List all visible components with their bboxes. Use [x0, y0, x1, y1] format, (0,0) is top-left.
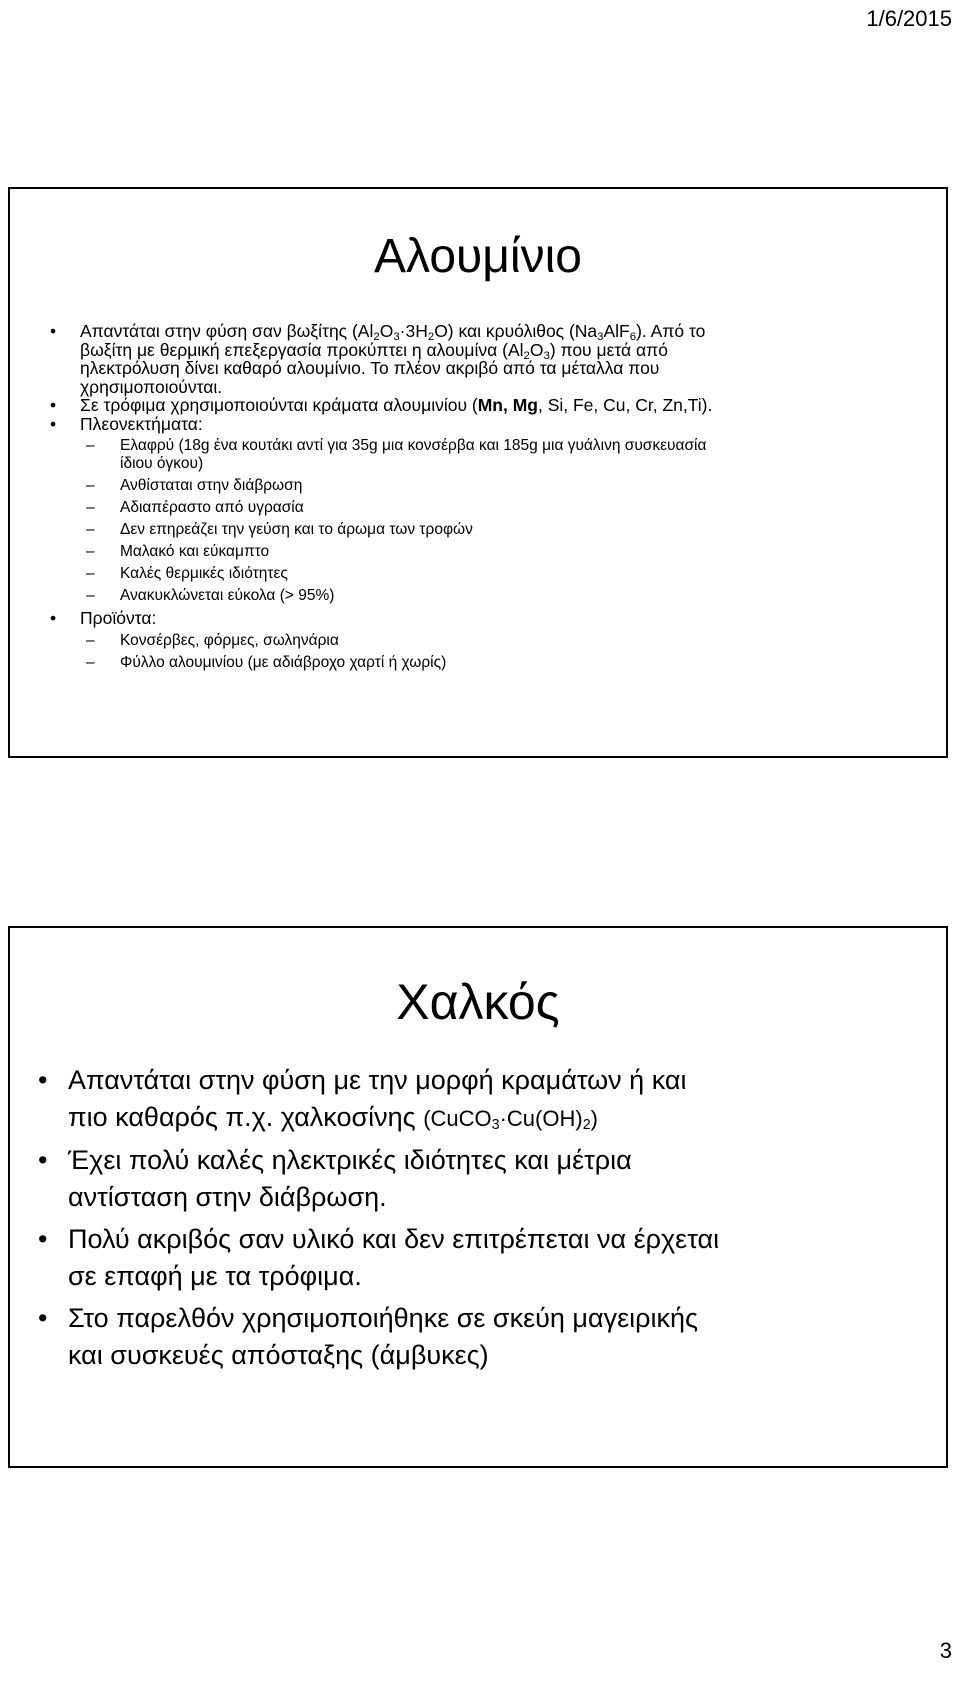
dash-icon: – [86, 653, 95, 671]
sub-list-item: – Ανακυκλώνεται εύκολα (> 95%) [86, 587, 335, 604]
item-text: Στο παρελθόν χρησιμοποιήθηκε σε σκεύη μαγειρικής και συσκευές απόσταξης (άμβυκες) [68, 1303, 699, 1370]
slide-title: Αλουμίνιο [374, 230, 582, 283]
bullet-list [28, 1062, 728, 1379]
bullet-list [44, 322, 729, 676]
dash-icon: – [86, 565, 95, 582]
page-number: 3 [939, 1638, 952, 1663]
bullet-icon: • [50, 321, 57, 341]
bullet-icon: • [38, 1303, 48, 1333]
chemical-formula: $(CuCO_3\cdot Cu(OH)_2)$ [423, 1106, 598, 1133]
list-item [44, 609, 729, 672]
list-item [44, 415, 729, 606]
slide-aluminium [8, 187, 948, 758]
print-date: 1/6/2015 [866, 6, 952, 31]
list-item [44, 396, 729, 415]
item-text: Σε τρόφιμα χρησιμοποιούνται κράματα αλουμινίου (Mn, Mg, Si, Fe, Cu, Cr, Zn,Ti). [80, 395, 713, 415]
item-label: Πλεονεκτήματα: [80, 413, 203, 434]
sub-list-item: – Δεν επηρεάζει την γεύση και το άρωμα των τροφών [86, 521, 473, 538]
dash-icon: – [86, 587, 95, 604]
item-text: Απαντάται στην φύση με την μορφή κραμάτων ή και πιο καθαρός π.χ. χαλκοσίνης $(CuCO_3\cdot Cu(OH)_2)$ [68, 1065, 687, 1133]
slide-copper [8, 926, 948, 1468]
bullet-icon: • [50, 413, 57, 434]
dash-icon: – [86, 631, 95, 649]
list-item [44, 322, 729, 396]
dash-icon: – [86, 477, 95, 494]
slide-title: Χαλκός [396, 974, 560, 1030]
sub-list-item: – Καλές θερμικές ιδιότητες [86, 565, 288, 582]
sub-list-item: – Φύλλο αλουμινίου (με αδιάβροχο χαρτί ή χωρίς) [86, 653, 447, 671]
bullet-icon: • [38, 1065, 48, 1095]
list-item [28, 1142, 728, 1216]
sub-list-item: – Ελαφρύ (18g ένα κουτάκι αντί για 35g μια κονσέρβα και 185g μια γυάλινη συσκευασία ίδιου όγκου) [86, 437, 707, 472]
sub-list-item: – Αδιαπέραστο από υγρασία [86, 499, 304, 516]
bullet-icon: • [50, 395, 57, 415]
item-text: Πολύ ακριβός σαν υλικό και δεν επιτρέπεται να έρχεται σε επαφή με τα τρόφιμα. [68, 1224, 720, 1291]
item-text: Απαντάται στην φύση σαν βωξίτης $(Al_2O_3\cdot 3H_2O)$ και κρυόλιθος $(Na_3AlF_6)$. Από το βωξίτη με θερμική επεξεργασία προκύπτει η αλουμίνα $(Al_2O_3)$ που μετά από ηλεκτρόλυση δίνει καθαρό αλουμίνιο. Το πλέον ακριβό από τα μέταλλα που χρησιμοποιούνται. [80, 321, 706, 397]
dash-icon: – [86, 499, 95, 516]
sub-list-item: – Μαλακό και εύκαμπτο [86, 543, 270, 560]
sub-list [80, 437, 729, 605]
sub-list [80, 632, 729, 672]
list-item [28, 1062, 728, 1137]
dash-icon: – [86, 437, 95, 454]
bullet-icon: • [38, 1145, 48, 1175]
item-text: Έχει πολύ καλές ηλεκτρικές ιδιότητες και μέτρια αντίσταση στην διάβρωση. [68, 1145, 632, 1212]
item-label: Προϊόντα: [80, 608, 157, 628]
list-item [28, 1221, 728, 1295]
dash-icon: – [86, 521, 95, 538]
bullet-icon: • [38, 1224, 48, 1254]
dash-icon: – [86, 543, 95, 560]
sub-list-item: – Κονσέρβες, φόρμες, σωληνάρια [86, 631, 339, 649]
sub-list-item: – Ανθίσταται στην διάβρωση [86, 477, 303, 494]
list-item [28, 1300, 728, 1374]
bullet-icon: • [50, 608, 57, 628]
